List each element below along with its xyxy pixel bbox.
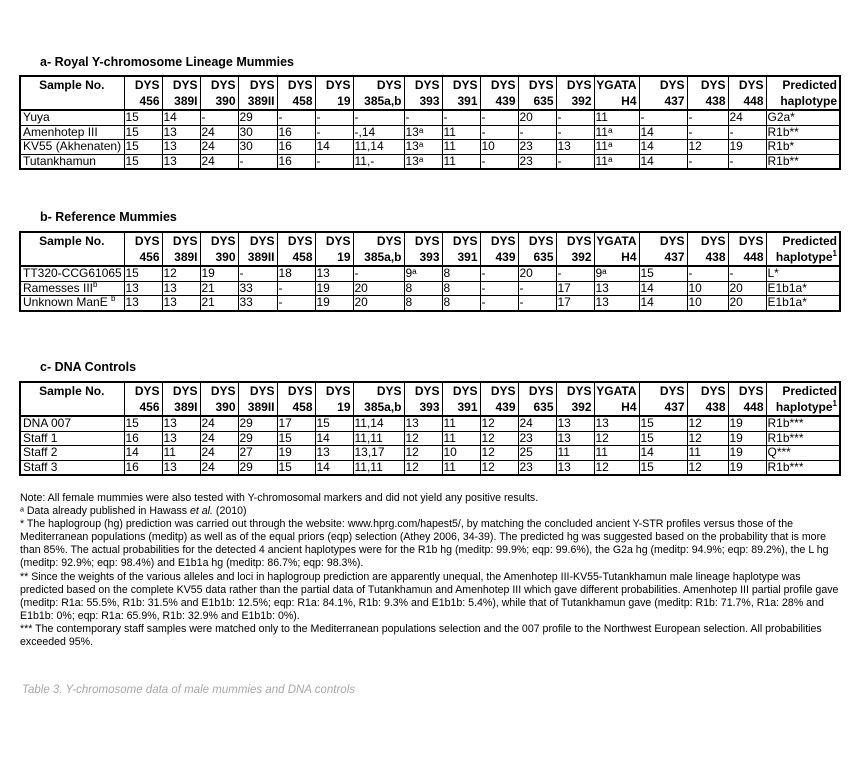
cell: - xyxy=(556,154,594,169)
cell: 16 xyxy=(124,431,162,446)
cell: 16 xyxy=(277,154,315,169)
header-cell: DYS 390 xyxy=(200,382,238,416)
cell: - xyxy=(687,125,728,140)
table-row xyxy=(20,446,840,461)
cell: 14 xyxy=(639,140,687,155)
cell: - xyxy=(238,266,277,281)
header-cell: DYS 19 xyxy=(315,76,353,110)
cell: 20 xyxy=(728,296,766,311)
cell: 29 xyxy=(238,431,277,446)
cell: - xyxy=(639,110,687,125)
cell: 13 xyxy=(162,431,200,446)
header-cell: DYS 437 xyxy=(639,76,687,110)
cell: 24 xyxy=(200,460,238,475)
header-cell: DYS 458 xyxy=(277,76,315,110)
cell: 13 xyxy=(162,460,200,475)
header-cell: DYS 391 xyxy=(442,232,480,266)
cell: 19 xyxy=(315,296,353,311)
header-cell: DYS 390 xyxy=(200,76,238,110)
cell: 14 xyxy=(315,140,353,155)
cell: 19 xyxy=(728,140,766,155)
cell: 29 xyxy=(238,416,277,431)
cell: - xyxy=(238,154,277,169)
predicted-haplotype: R1b*** xyxy=(766,431,840,446)
predicted-haplotype: L* xyxy=(766,266,840,281)
cell: 14 xyxy=(639,281,687,296)
cell: - xyxy=(480,125,518,140)
cell: 11 xyxy=(442,140,480,155)
table-row xyxy=(20,296,840,311)
table-royal-mummies xyxy=(19,75,841,170)
cell: 13,17 xyxy=(353,446,404,461)
cell: 13 xyxy=(162,416,200,431)
cell: 12 xyxy=(480,446,518,461)
predicted-haplotype: R1b** xyxy=(766,154,840,169)
cell: 13 xyxy=(162,125,200,140)
header-cell: DYS 448 xyxy=(728,232,766,266)
cell: 19 xyxy=(728,446,766,461)
header-cell: DYS 385a,b xyxy=(353,232,404,266)
cell: - xyxy=(200,110,238,125)
cell: 12 xyxy=(687,416,728,431)
cell: 16 xyxy=(124,460,162,475)
cell: 29 xyxy=(238,460,277,475)
sample-name: TT320-CCG61065 xyxy=(20,266,124,281)
header-cell: DYS 635 xyxy=(518,232,556,266)
cell: 10 xyxy=(442,446,480,461)
predicted-haplotype: G2a* xyxy=(766,110,840,125)
cell: 19 xyxy=(315,281,353,296)
table-row xyxy=(20,460,840,475)
header-cell: Predicted haplotype$^1$ xyxy=(766,382,840,416)
cell: 14 xyxy=(639,125,687,140)
cell: 15 xyxy=(124,125,162,140)
sample-name: Ramesses III$^b$ xyxy=(20,281,124,296)
header-cell: DYS 456 xyxy=(124,382,162,416)
section-title-a: a- Royal Y-chromosome Lineage Mummies xyxy=(40,55,295,69)
header-cell: DYS 448 xyxy=(728,382,766,416)
cell: 13 xyxy=(124,296,162,311)
cell: 15 xyxy=(124,266,162,281)
header-cell: DYS 439 xyxy=(480,232,518,266)
sample-name: Staff 1 xyxy=(20,431,124,446)
cell: - xyxy=(315,125,353,140)
header-cell: DYS 389I xyxy=(162,382,200,416)
cell: 13 xyxy=(315,446,353,461)
table-caption: Table 3. Y-chromosome data of male mummies and DNA controls xyxy=(22,684,356,696)
cell: 13ᵃ xyxy=(404,125,442,140)
cell: 19 xyxy=(728,416,766,431)
cell: 11 xyxy=(442,460,480,475)
header-cell: YGATA H4 xyxy=(594,382,639,416)
note-star: * The haplogroup (hg) prediction was carried out through the website: www.hprg.com/hapest5/, by matching the concluded ancient Y-STR profiles versus those of the Mediterranean populations (meditp) as well as of the equal priors (eqp) selection (Athey 2006, 34-39). The predicted hg was suggested based on the probability that is more than 85%. The actual probabilities for the detected 4 ancient haplotypes were for the R1b hg (meditp: 99.9%; eqp: 99.6%), the G2a hg (meditp: 94.9%; eqp: 89.2%), the L hg (meditp: 92.9%; eqp: 98.4%) and E1b1a hg (meditp: 86.7%; eqp: 98.3%). xyxy=(20,518,829,570)
table-row xyxy=(20,281,840,296)
predicted-haplotype: R1b* xyxy=(766,140,840,155)
cell: 11,14 xyxy=(353,416,404,431)
cell: 11ᵃ xyxy=(594,154,639,169)
cell: 14 xyxy=(162,110,200,125)
header-cell: Predicted haplotype$^1$ xyxy=(766,232,840,266)
header-cell: YGATA H4 xyxy=(594,232,639,266)
cell: 11,11 xyxy=(353,460,404,475)
cell: 8 xyxy=(404,281,442,296)
cell: - xyxy=(556,125,594,140)
header-cell: DYS 439 xyxy=(480,382,518,416)
cell: 11 xyxy=(442,416,480,431)
cell: 16 xyxy=(277,125,315,140)
cell: 14 xyxy=(315,460,353,475)
cell: 12 xyxy=(404,460,442,475)
header-cell: Sample No. xyxy=(20,382,124,416)
cell: 15 xyxy=(639,266,687,281)
cell: 15 xyxy=(277,431,315,446)
cell: 25 xyxy=(518,446,556,461)
predicted-haplotype: R1b*** xyxy=(766,460,840,475)
cell: - xyxy=(277,296,315,311)
cell: 14 xyxy=(124,446,162,461)
header-cell: DYS 19 xyxy=(315,232,353,266)
cell: 21 xyxy=(200,281,238,296)
cell: 10 xyxy=(687,281,728,296)
cell: 13 xyxy=(556,431,594,446)
section-title-c: c- DNA Controls xyxy=(40,360,137,374)
cell: 12 xyxy=(480,431,518,446)
section-title-b: b- Reference Mummies xyxy=(40,210,177,224)
cell: 13 xyxy=(162,140,200,155)
sample-name: Tutankhamun xyxy=(20,154,124,169)
cell: 13 xyxy=(404,416,442,431)
header-cell: DYS 456 xyxy=(124,232,162,266)
note-female: Note: All female mummies were also tested with Y-chromosomal markers and did not yield any positive results. xyxy=(20,492,539,504)
table-row xyxy=(20,266,840,281)
table-row xyxy=(20,416,840,431)
cell: -,14 xyxy=(353,125,404,140)
cell: 24 xyxy=(200,431,238,446)
cell: 13 xyxy=(556,140,594,155)
cell: 8 xyxy=(404,296,442,311)
cell: 11 xyxy=(442,125,480,140)
cell: 15 xyxy=(124,140,162,155)
cell: 19 xyxy=(728,431,766,446)
header-cell: DYS 392 xyxy=(556,232,594,266)
sample-name: Unknown ManE $^b$ xyxy=(20,296,124,311)
cell: 12 xyxy=(480,460,518,475)
table-reference-mummies xyxy=(19,231,841,312)
predicted-haplotype: E1b1a* xyxy=(766,296,840,311)
header-cell: DYS 635 xyxy=(518,76,556,110)
cell: 24 xyxy=(200,446,238,461)
cell: 8 xyxy=(442,296,480,311)
cell: - xyxy=(728,266,766,281)
cell: 13 xyxy=(162,296,200,311)
cell: 17 xyxy=(556,281,594,296)
sample-name: Staff 2 xyxy=(20,446,124,461)
cell: - xyxy=(518,281,556,296)
cell: 13 xyxy=(162,281,200,296)
cell: 11 xyxy=(594,110,639,125)
cell: 13 xyxy=(594,296,639,311)
cell: - xyxy=(404,110,442,125)
header-cell: DYS 389II xyxy=(238,382,277,416)
table-dna-controls xyxy=(19,381,841,476)
cell: 13 xyxy=(594,281,639,296)
cell: 11,11 xyxy=(353,431,404,446)
cell: 24 xyxy=(518,416,556,431)
cell: 20 xyxy=(353,281,404,296)
header-cell: DYS 635 xyxy=(518,382,556,416)
cell: - xyxy=(480,110,518,125)
table-notes xyxy=(20,492,840,649)
cell: - xyxy=(353,110,404,125)
cell: 12 xyxy=(404,431,442,446)
header-cell: DYS 448 xyxy=(728,76,766,110)
cell: 27 xyxy=(238,446,277,461)
cell: 12 xyxy=(162,266,200,281)
header-cell: DYS 393 xyxy=(404,76,442,110)
header-cell: DYS 385a,b xyxy=(353,76,404,110)
cell: 11ᵃ xyxy=(594,125,639,140)
header-cell: DYS 458 xyxy=(277,382,315,416)
cell: 13 xyxy=(556,416,594,431)
cell: 16 xyxy=(277,140,315,155)
sample-name: KV55 (Akhenaten) xyxy=(20,140,124,155)
cell: 11 xyxy=(162,446,200,461)
header-cell: Sample No. xyxy=(20,232,124,266)
cell: - xyxy=(315,154,353,169)
cell: 12 xyxy=(687,431,728,446)
sample-name: Yuya xyxy=(20,110,124,125)
cell: 11 xyxy=(687,446,728,461)
cell: 14 xyxy=(639,446,687,461)
header-cell: DYS 19 xyxy=(315,382,353,416)
header-row xyxy=(20,232,840,266)
note-double-star: ** Since the weights of the various alleles and loci in haplogroup prediction are apparently unequal, the Amenhotep III-KV55-Tutankhamun male lineage haplotype was predicted based on the complete KV55 data rather than the partial data of Tutankhamun and Amenhotep III which gave different probabilities. Amenhotep III partial profile gave (meditp: R1a: 55.5%, R1b: 31.5% and E1b1b: 12.5%; eqp: R1a: 84.1%, R1b: 9.3% and E1b1b: 5.4%), while that of Tutankhamun gave (meditp: R1b: 71.7%, R1a: 28% and E1b1b: 0%; eqp: R1a: 65.9%, R1b: 32.9% and E1b1b: 0%). xyxy=(20,570,839,622)
cell: 8 xyxy=(442,266,480,281)
cell: 12 xyxy=(687,460,728,475)
cell: 13ᵃ xyxy=(404,154,442,169)
cell: 15 xyxy=(639,416,687,431)
cell: 12 xyxy=(687,140,728,155)
cell: 12 xyxy=(594,431,639,446)
header-cell: DYS 439 xyxy=(480,76,518,110)
cell: 19 xyxy=(728,460,766,475)
cell: 20 xyxy=(518,266,556,281)
cell: 23 xyxy=(518,154,556,169)
cell: - xyxy=(277,110,315,125)
cell: 11ᵃ xyxy=(594,140,639,155)
header-cell: DYS 385a,b xyxy=(353,382,404,416)
cell: 20 xyxy=(353,296,404,311)
cell: 13 xyxy=(162,154,200,169)
cell: - xyxy=(480,266,518,281)
table-row xyxy=(20,110,840,125)
cell: 11,- xyxy=(353,154,404,169)
header-cell: DYS 392 xyxy=(556,76,594,110)
cell: 12 xyxy=(404,446,442,461)
cell: 15 xyxy=(639,460,687,475)
header-cell: DYS 389II xyxy=(238,76,277,110)
cell: 11 xyxy=(594,446,639,461)
note-triple-star: *** The contemporary staff samples were matched only to the Mediterranean populations selection and the 007 profile to the Northwest European selection. All probabilities exceeded 95%. xyxy=(20,622,822,649)
cell: 20 xyxy=(518,110,556,125)
header-cell: DYS 390 xyxy=(200,232,238,266)
cell: 17 xyxy=(277,416,315,431)
cell: 15 xyxy=(124,110,162,125)
header-cell: DYS 393 xyxy=(404,232,442,266)
cell: 10 xyxy=(480,140,518,155)
predicted-haplotype: R1b** xyxy=(766,125,840,140)
cell: 13 xyxy=(594,416,639,431)
cell: 13ᵃ xyxy=(404,140,442,155)
note-a: ᵃ Data already published in Hawass et al. (2010) xyxy=(20,505,247,518)
cell: 23 xyxy=(518,431,556,446)
cell: 24 xyxy=(200,140,238,155)
cell: 14 xyxy=(315,431,353,446)
cell: 21 xyxy=(200,296,238,311)
predicted-haplotype: Q*** xyxy=(766,446,840,461)
cell: 11,14 xyxy=(353,140,404,155)
cell: - xyxy=(728,154,766,169)
table-row xyxy=(20,140,840,155)
cell: 13 xyxy=(124,281,162,296)
cell: 14 xyxy=(639,296,687,311)
header-cell: DYS 389I xyxy=(162,76,200,110)
cell: - xyxy=(480,154,518,169)
cell: 11 xyxy=(556,446,594,461)
header-cell: DYS 438 xyxy=(687,232,728,266)
cell: 12 xyxy=(594,460,639,475)
cell: 15 xyxy=(277,460,315,475)
cell: - xyxy=(277,281,315,296)
cell: 29 xyxy=(238,110,277,125)
table-row xyxy=(20,154,840,169)
header-cell: DYS 391 xyxy=(442,382,480,416)
header-row xyxy=(20,382,840,416)
cell: 24 xyxy=(200,125,238,140)
cell: 15 xyxy=(315,416,353,431)
table-row xyxy=(20,431,840,446)
header-cell: DYS 389I xyxy=(162,232,200,266)
cell: 15 xyxy=(639,431,687,446)
predicted-haplotype: R1b*** xyxy=(766,416,840,431)
cell: 30 xyxy=(238,140,277,155)
cell: - xyxy=(480,281,518,296)
cell: - xyxy=(518,125,556,140)
cell: 13 xyxy=(315,266,353,281)
header-cell: DYS 456 xyxy=(124,76,162,110)
header-cell: Sample No. xyxy=(20,76,124,110)
cell: 12 xyxy=(480,416,518,431)
header-cell: Predicted haplotype xyxy=(766,76,840,110)
cell: 19 xyxy=(277,446,315,461)
sample-name: Amenhotep III xyxy=(20,125,124,140)
cell: 24 xyxy=(200,416,238,431)
cell: 18 xyxy=(277,266,315,281)
cell: 33 xyxy=(238,296,277,311)
header-cell: DYS 458 xyxy=(277,232,315,266)
cell: 23 xyxy=(518,460,556,475)
cell: 24 xyxy=(200,154,238,169)
cell: 9ᵃ xyxy=(404,266,442,281)
table-row xyxy=(20,125,840,140)
cell: 19 xyxy=(200,266,238,281)
cell: 14 xyxy=(639,154,687,169)
cell: - xyxy=(480,296,518,311)
cell: - xyxy=(687,110,728,125)
cell: 11 xyxy=(442,154,480,169)
header-cell: DYS 389II xyxy=(238,232,277,266)
header-cell: DYS 393 xyxy=(404,382,442,416)
cell: 17 xyxy=(556,296,594,311)
header-row xyxy=(20,76,840,110)
cell: 23 xyxy=(518,140,556,155)
cell: 10 xyxy=(687,296,728,311)
cell: - xyxy=(518,296,556,311)
cell: - xyxy=(687,266,728,281)
header-cell: YGATA H4 xyxy=(594,76,639,110)
header-cell: DYS 437 xyxy=(639,382,687,416)
header-cell: DYS 392 xyxy=(556,382,594,416)
header-cell: DYS 437 xyxy=(639,232,687,266)
cell: 9ᵃ xyxy=(594,266,639,281)
sample-name: DNA 007 xyxy=(20,416,124,431)
cell: 11 xyxy=(442,431,480,446)
cell: 30 xyxy=(238,125,277,140)
cell: - xyxy=(556,266,594,281)
sample-name: Staff 3 xyxy=(20,460,124,475)
predicted-haplotype: E1b1a* xyxy=(766,281,840,296)
cell: - xyxy=(728,125,766,140)
cell: - xyxy=(442,110,480,125)
cell: 33 xyxy=(238,281,277,296)
cell: - xyxy=(687,154,728,169)
cell: 15 xyxy=(124,416,162,431)
cell: 8 xyxy=(442,281,480,296)
header-cell: DYS 391 xyxy=(442,76,480,110)
cell: 20 xyxy=(728,281,766,296)
cell: - xyxy=(556,110,594,125)
cell: 15 xyxy=(124,154,162,169)
cell: - xyxy=(315,110,353,125)
cell: - xyxy=(353,266,404,281)
header-cell: DYS 438 xyxy=(687,382,728,416)
cell: 24 xyxy=(728,110,766,125)
cell: 13 xyxy=(556,460,594,475)
header-cell: DYS 438 xyxy=(687,76,728,110)
